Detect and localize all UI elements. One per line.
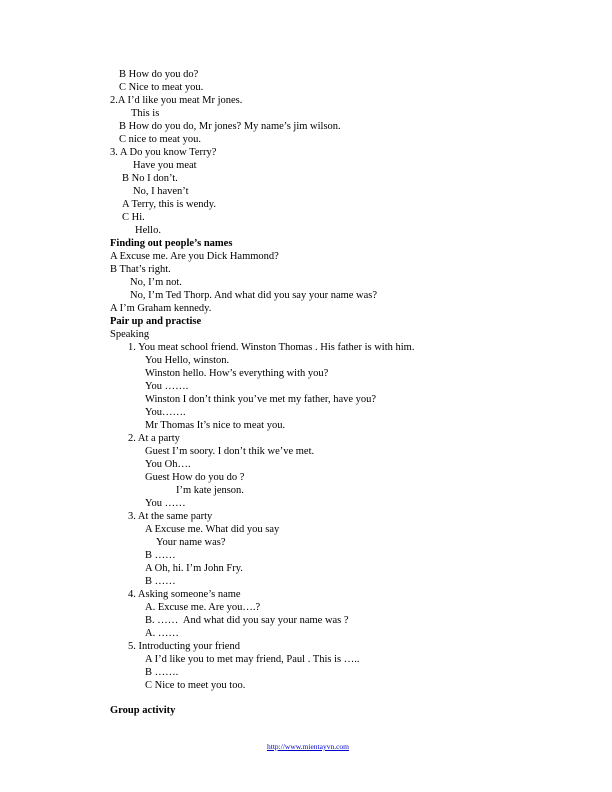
exercise-title: 3. At the same party [128,511,213,522]
section-heading: Group activity [110,705,176,716]
dialogue-line: You Oh…. [145,459,191,470]
dialogue-line: B …… [145,576,176,587]
dialogue-line: A Terry, this is wendy. [122,199,216,210]
dialogue-line: Mr Thomas It’s nice to meat you. [145,420,286,431]
dialogue-line: A Excuse me. What did you say [145,524,280,535]
dialogue-line: A Excuse me. Are you Dick Hammond? [110,251,279,262]
dialogue-line: B No I don’t. [122,173,178,184]
dialogue-line: C Hi. [122,212,145,223]
dialogue-line: C Nice to meet you too. [145,680,246,691]
dialogue-line: C nice to meat you. [119,134,201,145]
dialogue-line: Winston I don’t think you’ve met my father, have you? [145,394,377,405]
dialogue-line: You …… [145,498,186,509]
section-heading: Finding out people’s names [110,238,233,249]
footer-link[interactable]: http://www.mientayvn.com [267,742,350,751]
dialogue-line: B How do you do, Mr jones? My name’s jim wilson. [119,121,341,132]
dialogue-line: You ……. [145,381,189,392]
dialogue-line: A Oh, hi. I’m John Fry. [145,563,243,574]
dialogue-line: You……. [145,407,186,418]
dialogue-line: A I’m Graham kennedy. [110,303,212,314]
dialogue-line: B. …… And what did you say your name was ? [145,615,349,626]
subheading: Speaking [110,329,150,340]
dialogue-line: Guest How do you do ? [145,472,245,483]
dialogue-line: Hello. [135,225,161,236]
dialogue-line: A I’d like you to met may friend, Paul . This is ….. [145,654,360,665]
dialogue-line: 2.A I’d like you meat Mr jones. [110,95,243,106]
dialogue-line: This is [131,108,160,119]
dialogue-line: A. …… [145,628,179,639]
dialogue-line: 3. A Do you know Terry? [110,147,217,158]
exercise-title: 5. Introducting your friend [128,641,240,652]
dialogue-line: B How do you do? [119,69,199,80]
exercise-title: 4. Asking someone’s name [128,589,241,600]
dialogue-line: Your name was? [156,537,226,548]
dialogue-line: No, I haven’t [133,186,189,197]
dialogue-line: B That’s right. [110,264,171,275]
dialogue-line: B ……. [145,667,179,678]
dialogue-line: No, I’m not. [130,277,182,288]
dialogue-line: Have you meat [133,160,197,171]
dialogue-line: Winston hello. How’s everything with you? [145,368,329,379]
dialogue-line: C Nice to meat you. [119,82,204,93]
dialogue-line: Guest I’m soory. I don’t thik we’ve met. [145,446,315,457]
exercise-title: 1. You meat school friend. Winston Thomas . His father is with him. [128,342,415,353]
dialogue-line: No, I’m Ted Thorp. And what did you say your name was? [130,290,378,301]
exercise-title: 2. At a party [128,433,180,444]
dialogue-line: You Hello, winston. [145,355,230,366]
section-heading: Pair up and practise [110,316,202,327]
dialogue-line: B …… [145,550,176,561]
dialogue-line: I’m kate jenson. [176,485,244,496]
dialogue-line: A. Excuse me. Are you….? [145,602,261,613]
